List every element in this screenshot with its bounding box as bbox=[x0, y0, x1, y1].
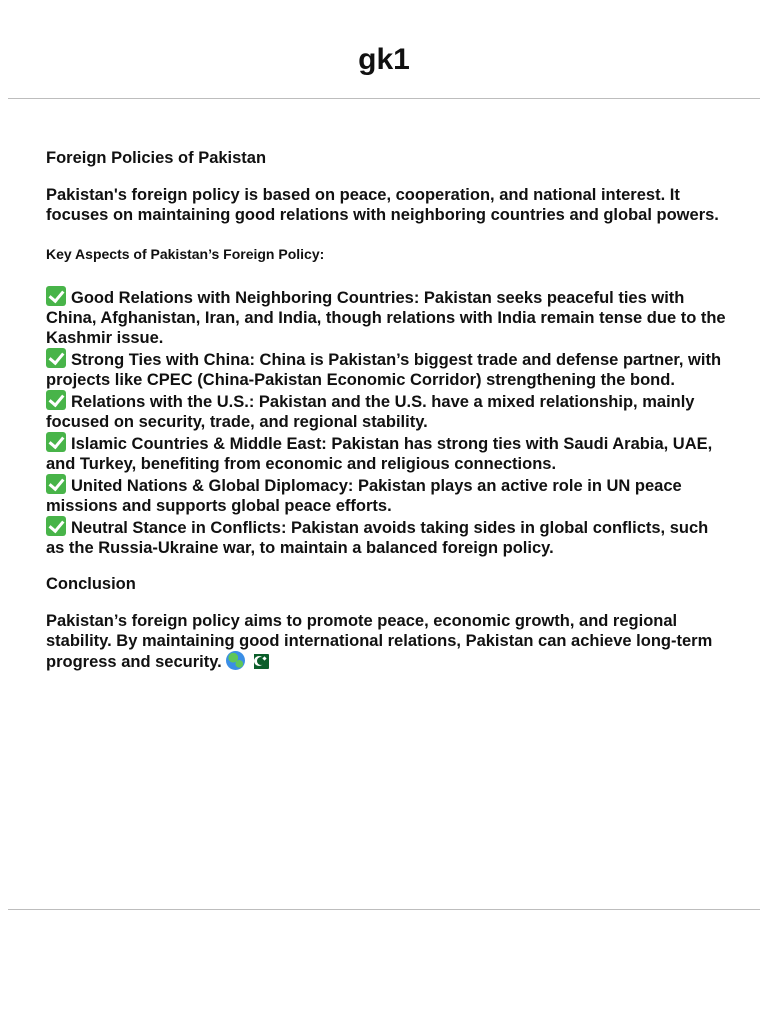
list-item bbox=[46, 348, 726, 390]
check-mark-icon bbox=[46, 348, 66, 368]
section-title: Foreign Policies of Pakistan bbox=[46, 149, 267, 167]
footer-divider bbox=[8, 909, 760, 910]
list-item bbox=[46, 390, 726, 432]
check-mark-icon bbox=[46, 474, 66, 494]
page-header bbox=[8, 0, 760, 99]
check-mark-icon bbox=[46, 390, 66, 410]
point-text: Good Relations with Neighboring Countries: Pakistan seeks peaceful ties with China, Afghanistan, Iran, and India, though relations with India remain tense due to the Kashmir issue. bbox=[46, 289, 726, 347]
point-text: United Nations & Global Diplomacy: Pakistan plays an active role in UN peace missions and supports global peace efforts. bbox=[46, 477, 682, 515]
intro-paragraph: Pakistan's foreign policy is based on peace, cooperation, and national interest. It focuses on maintaining good relations with neighboring countries and global powers. bbox=[46, 186, 719, 224]
list-item bbox=[46, 516, 726, 558]
conclusion-text: Pakistan’s foreign policy aims to promote peace, economic growth, and regional stability. By maintaining good international relations, Pakistan can achieve long-term progress and security. bbox=[46, 612, 713, 671]
document-body bbox=[46, 148, 726, 672]
conclusion-paragraph bbox=[46, 611, 726, 672]
policy-points-list bbox=[46, 286, 726, 558]
list-item bbox=[46, 474, 726, 516]
list-item bbox=[46, 286, 726, 348]
point-text: Strong Ties with China: China is Pakistan’s biggest trade and defense partner, with projects like CPEC (China-Pakistan Economic Corridor) strengthening the bond. bbox=[46, 351, 722, 389]
pakistan-flag-icon bbox=[249, 654, 269, 669]
page-title: gk1 bbox=[358, 43, 410, 76]
check-mark-icon bbox=[46, 432, 66, 452]
point-text: Neutral Stance in Conflicts: Pakistan avoids taking sides in global conflicts, such as the Russia-Ukraine war, to maintain a balanced foreign policy. bbox=[46, 519, 709, 557]
conclusion-title: Conclusion bbox=[46, 575, 136, 593]
key-aspects-heading: Key Aspects of Pakistan’s Foreign Policy: bbox=[46, 246, 325, 262]
point-text: Relations with the U.S.: Pakistan and the U.S. have a mixed relationship, mainly focused on security, trade, and regional stability. bbox=[46, 393, 695, 431]
check-mark-icon bbox=[46, 516, 66, 536]
list-item bbox=[46, 432, 726, 474]
globe-icon bbox=[226, 651, 245, 670]
point-text: Islamic Countries & Middle East: Pakistan has strong ties with Saudi Arabia, UAE, and Turkey, benefiting from economic and religious connections. bbox=[46, 435, 713, 473]
check-mark-icon bbox=[46, 286, 66, 306]
